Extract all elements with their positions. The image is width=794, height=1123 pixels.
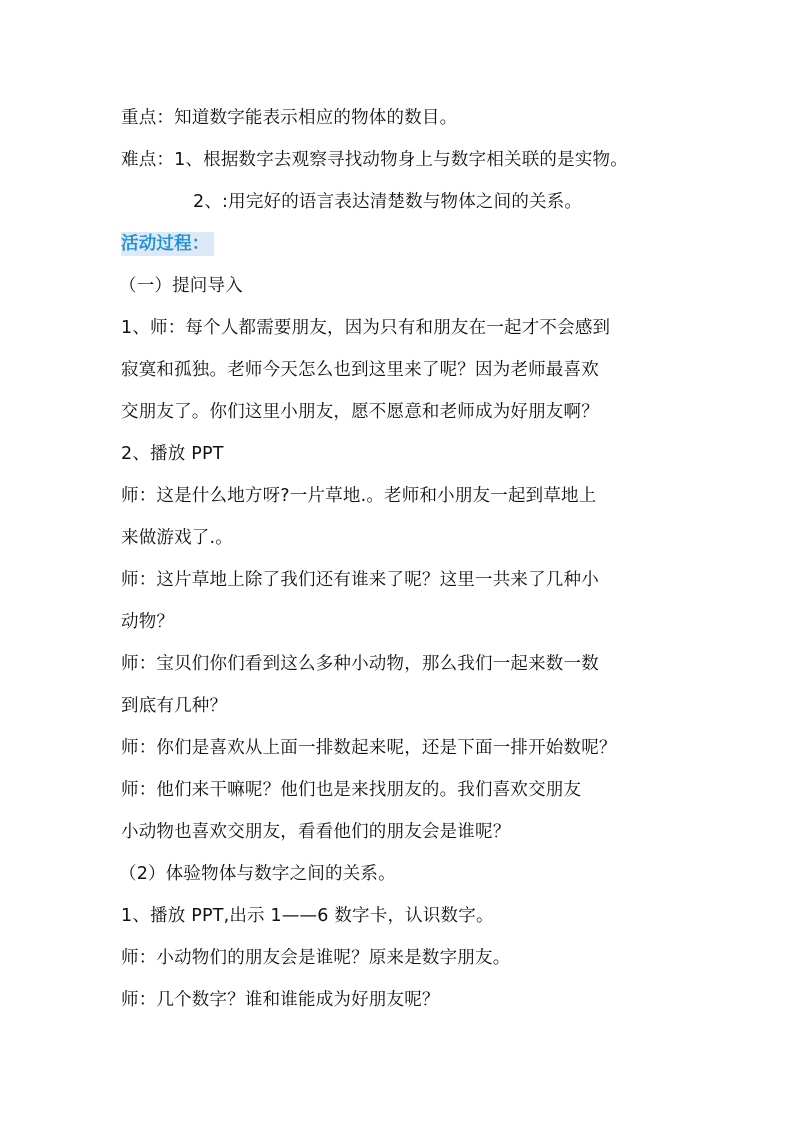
paragraph-line: 小动物也喜欢交朋友，看看他们的朋友会是谁呢？ (121, 822, 511, 842)
paragraph-line: 师：他们来干嘛呢？他们也是来找朋友的。我们喜欢交朋友 (121, 780, 582, 800)
paragraph-line: 寂寞和孤独。老师今天怎么也到这里来了呢？因为老师最喜欢 (121, 360, 599, 380)
section-1-heading: （一）提问导入 (119, 276, 243, 296)
paragraph-line: 到底有几种？ (121, 696, 228, 716)
paragraph-line: 交朋友了。你们这里小朋友，愿不愿意和老师成为好朋友啊？ (121, 402, 599, 422)
paragraph-line: 1、师：每个人都需要朋友，因为只有和朋友在一起才不会感到 (121, 318, 611, 338)
difficulty-line-1: 难点：1、根据数字去观察寻找动物身上与数字相关联的是实物。 (121, 150, 628, 170)
step-play-ppt: 2、播放 PPT (121, 444, 224, 464)
paragraph-line: 师：这片草地上除了我们还有谁来了呢？这里一共来了几种小 (121, 570, 599, 590)
paragraph-line: 师：宝贝们你们看到这么多种小动物，那么我们一起来数一数 (121, 654, 599, 674)
step-show-number-cards: 1、播放 PPT,出示 1——6 数字卡，认识数字。 (121, 906, 494, 926)
key-point-line: 重点：知道数字能表示相应的物体的数目。 (121, 108, 458, 128)
paragraph-line: 师：这是什么地方呀?一片草地.。老师和小朋友一起到草地上 (121, 486, 597, 506)
paragraph-line: 动物？ (121, 612, 175, 632)
paragraph-line: 师：小动物们的朋友会是谁呢？原来是数字朋友。 (121, 948, 511, 968)
section-2-heading: （2）体验物体与数字之间的关系。 (119, 864, 396, 884)
activity-process-heading: 活动过程： (121, 232, 214, 256)
paragraph-line: 师：几个数字？谁和谁能成为好朋友呢？ (121, 990, 440, 1010)
difficulty-line-2: 2、:用完好的语言表达清楚数与物体之间的关系。 (193, 192, 583, 212)
paragraph-line: 师：你们是喜欢从上面一排数起来呢，还是下面一排开始数呢？ (121, 738, 617, 758)
paragraph-line: 来做游戏了.。 (121, 528, 233, 548)
